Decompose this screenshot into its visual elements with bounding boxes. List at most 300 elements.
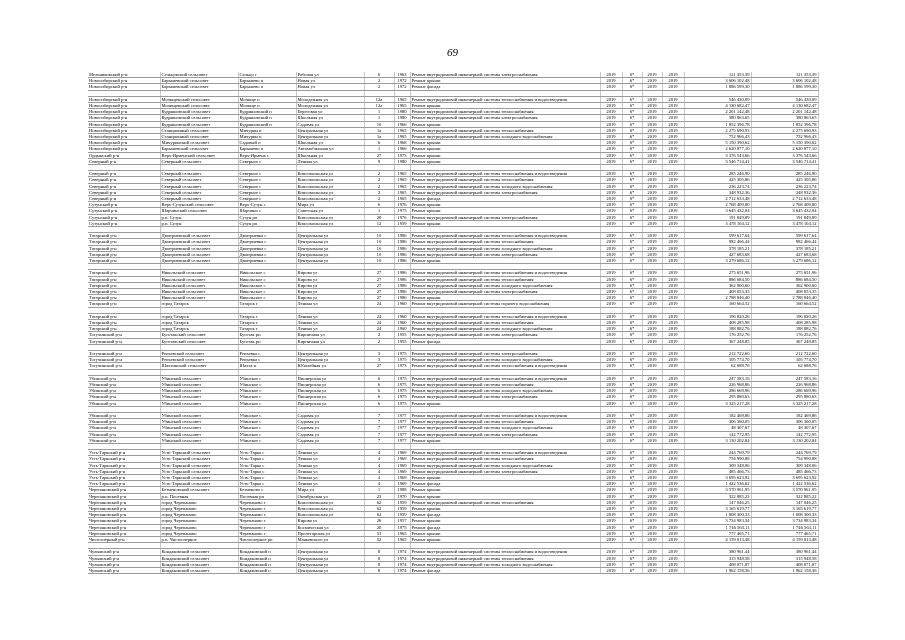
year-built-cell: 1960 <box>394 313 410 319</box>
house-cell: 8 <box>364 568 394 574</box>
year-built-cell: 1975 <box>394 388 410 394</box>
work-type-cell: Ремонт крыши <box>410 295 600 301</box>
start-year-cell: 2019 <box>642 468 662 474</box>
district-cell: Новосибирский р-н <box>88 140 160 146</box>
end-year-cell: 2019 <box>662 481 684 487</box>
street-cell: Кирпичная ул <box>296 338 364 344</box>
start-year-cell: 2019 <box>642 400 662 406</box>
total-cell: 196 820,26 <box>751 313 818 319</box>
year-built-cell: 1965 <box>394 537 410 543</box>
house-cell: 20 <box>364 214 394 220</box>
start-year-cell: 2019 <box>642 196 662 202</box>
year-built-cell: 1986 <box>394 282 410 288</box>
plan-year-cell: 2019 <box>600 72 622 78</box>
street-cell: Молодежная ул <box>296 103 364 109</box>
end-year-cell: 2019 <box>662 196 684 202</box>
district-cell: Убинский р-н <box>88 425 160 431</box>
plan-year-cell: 2019 <box>600 245 622 251</box>
total-cell: 191 849,89 <box>751 214 818 220</box>
plan-year-cell: 2019 <box>600 413 622 419</box>
locality-cell: Мичурин п <box>238 134 296 140</box>
street-cell: Садовая ул <box>296 419 364 425</box>
total-cell: 362 900,60 <box>751 282 818 288</box>
plan-year-cell: 2019 <box>600 208 622 214</box>
year-built-cell: 1959 <box>394 499 410 505</box>
end-year-cell: 2019 <box>662 78 684 84</box>
house-cell: 4 <box>364 450 394 456</box>
start-year-cell: 2019 <box>642 481 662 487</box>
source-cell: 6* <box>622 177 642 183</box>
end-year-cell: 2019 <box>662 301 684 307</box>
house-cell: 24 <box>364 326 394 332</box>
year-built-cell: 1955 <box>394 332 410 338</box>
total-cell: 160 664,52 <box>751 301 818 307</box>
end-year-cell: 2019 <box>662 524 684 530</box>
house-cell: 6 <box>364 375 394 381</box>
year-built-cell: 1980 <box>394 109 410 115</box>
source-cell: 6* <box>622 245 642 251</box>
street-cell: Юбилейная ул <box>296 363 364 369</box>
source-cell: 6* <box>622 506 642 512</box>
source-cell: 6* <box>622 568 642 574</box>
year-built-cell: 1986 <box>394 270 410 276</box>
end-year-cell: 2019 <box>662 419 684 425</box>
source-cell: 6* <box>622 388 642 394</box>
cost-cell: 599 617,64 <box>684 233 751 239</box>
source-cell: 6* <box>622 115 642 121</box>
cost-cell: 306 360,05 <box>684 419 751 425</box>
district-cell: Новосибирский р-н <box>88 84 160 90</box>
start-year-cell: 2019 <box>642 121 662 127</box>
cost-cell: 2 788 846,40 <box>684 295 751 301</box>
work-type-cell: Ремонт крыши <box>410 208 600 214</box>
street-cell: Комсомольская ул <box>296 214 364 220</box>
plan-year-cell: 2019 <box>600 301 622 307</box>
source-cell: 6* <box>622 326 642 332</box>
total-cell: 2 275 690,93 <box>751 127 818 133</box>
table-row <box>88 568 818 574</box>
end-year-cell: 2019 <box>662 530 684 536</box>
plan-year-cell: 2019 <box>600 555 622 561</box>
street-cell: Садовая ул <box>296 413 364 419</box>
source-cell: 6* <box>622 382 642 388</box>
cost-cell: 1 008 300,33 <box>684 512 751 518</box>
end-year-cell: 2019 <box>662 506 684 512</box>
street-cell: Советская ул <box>296 208 364 214</box>
cost-cell: 752 966,43 <box>684 134 751 140</box>
total-cell: 121 353,39 <box>751 72 818 78</box>
cost-cell: 1 886 599,30 <box>684 84 751 90</box>
house-cell: 24 <box>364 313 394 319</box>
locality-cell: Северное с <box>238 196 296 202</box>
cost-cell: 275 651,96 <box>684 270 751 276</box>
year-built-cell: 1974 <box>394 549 410 555</box>
locality-cell: Верх-Сузун с <box>238 202 296 208</box>
cost-cell: 62 688,76 <box>684 363 751 369</box>
source-cell: 6* <box>622 183 642 189</box>
district-cell: Северный р-н <box>88 196 160 202</box>
source-cell: 6* <box>622 524 642 530</box>
year-built-cell: 1974 <box>394 555 410 561</box>
source-cell: 6* <box>622 450 642 456</box>
house-cell: 2 <box>364 338 394 344</box>
street-cell: Автомобильная ул <box>296 146 364 152</box>
settlement-cell: Кондаковский сельсовет <box>160 568 238 574</box>
cost-cell: 322 885,22 <box>684 493 751 499</box>
locality-cell: Кудряшовский п <box>238 109 296 115</box>
street-cell: Центральная ул <box>296 568 364 574</box>
house-cell: 4 <box>364 468 394 474</box>
locality-cell: Шахта п <box>238 363 296 369</box>
street-cell: Ленина ул <box>296 468 364 474</box>
source-cell: 6* <box>622 462 642 468</box>
end-year-cell: 2019 <box>662 555 684 561</box>
cost-cell: 3 279 686,12 <box>684 258 751 264</box>
source-cell: 6* <box>622 549 642 555</box>
settlement-cell: Барышевский сельсовет <box>160 78 238 84</box>
settlement-cell: Усть-Таркский сельсовет <box>160 481 238 487</box>
plan-year-cell: 2019 <box>600 338 622 344</box>
source-cell: 6* <box>622 72 642 78</box>
district-cell: Черепановский р-н <box>88 487 160 493</box>
cost-cell: 3 570 961,95 <box>684 487 751 493</box>
district-cell: Сузунский р-н <box>88 202 160 208</box>
house-cell: 6 <box>364 382 394 388</box>
total-cell: 2 788 846,40 <box>751 295 818 301</box>
source-cell: 6* <box>622 134 642 140</box>
start-year-cell: 2019 <box>642 388 662 394</box>
start-year-cell: 2019 <box>642 375 662 381</box>
cost-cell: 226 968,86 <box>684 382 751 388</box>
total-cell: 3 695 623,92 <box>751 475 818 481</box>
total-cell: 182 469,86 <box>751 413 818 419</box>
start-year-cell: 2019 <box>642 78 662 84</box>
house-cell: 6 <box>364 394 394 400</box>
end-year-cell: 2019 <box>662 338 684 344</box>
source-cell: 6* <box>622 171 642 177</box>
settlement-cell: Мочищенский сельсовет <box>160 96 238 102</box>
year-built-cell: 1980 <box>394 115 410 121</box>
street-cell: Комсомольская ул <box>296 183 364 189</box>
street-cell: Пионерская ул <box>296 400 364 406</box>
district-cell: Новосибирский р-н <box>88 121 160 127</box>
total-cell: 348 932,36 <box>751 189 818 195</box>
locality-cell: Убинское с <box>238 375 296 381</box>
settlement-cell: Никольский сельсовет <box>160 282 238 288</box>
district-cell: Убинский р-н <box>88 431 160 437</box>
settlement-cell: Убинский сельсовет <box>160 425 238 431</box>
source-cell: 6* <box>622 295 642 301</box>
settlement-cell: Кудряшовский сельсовет <box>160 115 238 121</box>
locality-cell: Черепаново г <box>238 530 296 536</box>
start-year-cell: 2019 <box>642 115 662 121</box>
source-cell: 6* <box>622 332 642 338</box>
start-year-cell: 2019 <box>642 239 662 245</box>
settlement-cell: Северный сельсовет <box>160 177 238 183</box>
work-type-cell: Ремонт крыши <box>410 158 600 164</box>
year-built-cell: 1977 <box>394 437 410 443</box>
end-year-cell: 2019 <box>662 425 684 431</box>
plan-year-cell: 2019 <box>600 394 622 400</box>
plan-year-cell: 2019 <box>600 462 622 468</box>
locality-cell: Дмитриевка с <box>238 251 296 257</box>
year-built-cell: 1977 <box>394 431 410 437</box>
house-cell: 1б <box>364 239 394 245</box>
cost-cell: 160 664,52 <box>684 301 751 307</box>
settlement-cell: город Черепаново <box>160 530 238 536</box>
work-type-cell: Ремонт внутридомовой инженерной системы теплоснабжения <box>410 499 600 505</box>
street-cell: Кирова ул <box>296 276 364 282</box>
year-built-cell: 1970 <box>394 493 410 499</box>
settlement-cell: Кондаковский сельсовет <box>160 561 238 567</box>
district-cell: Новосибирский р-н <box>88 103 160 109</box>
year-built-cell: 1977 <box>394 419 410 425</box>
district-cell: Татарский р-н <box>88 326 160 332</box>
end-year-cell: 2019 <box>662 537 684 543</box>
year-built-cell: 1957 <box>394 518 410 524</box>
total-cell: 285 246,90 <box>751 171 818 177</box>
year-built-cell: 1969 <box>394 450 410 456</box>
work-type-cell: Ремонт внутридомовой инженерной системы теплоснабжения и водоотведения <box>410 270 600 276</box>
plan-year-cell: 2019 <box>600 357 622 363</box>
street-cell: Пионерская ул <box>296 382 364 388</box>
locality-cell: Северное с <box>238 177 296 183</box>
district-cell: Тогучинский р-н <box>88 351 160 357</box>
year-built-cell: 1959 <box>394 506 410 512</box>
locality-cell: Черепаново г <box>238 524 296 530</box>
locality-cell: Никольское с <box>238 295 296 301</box>
street-cell: Кирова ул <box>296 270 364 276</box>
total-cell: 286 669,96 <box>751 388 818 394</box>
year-built-cell: 1975 <box>394 375 410 381</box>
start-year-cell: 2019 <box>642 96 662 102</box>
plan-year-cell: 2019 <box>600 196 622 202</box>
locality-cell: Усть-Тарка с <box>238 475 296 481</box>
end-year-cell: 2019 <box>662 320 684 326</box>
plan-year-cell: 2019 <box>600 189 622 195</box>
cost-cell: 3 695 623,92 <box>684 475 751 481</box>
cost-cell: 2 201 142,48 <box>684 109 751 115</box>
start-year-cell: 2019 <box>642 351 662 357</box>
house-cell: 20 <box>364 524 394 530</box>
district-cell: Сузунский р-н <box>88 220 160 226</box>
total-cell: 4 159 013,48 <box>751 537 818 543</box>
settlement-cell: Кондаковский сельсовет <box>160 555 238 561</box>
cost-cell: 427 683,68 <box>684 251 751 257</box>
house-cell: 27 <box>364 276 394 282</box>
cost-cell: 3 165 619,77 <box>684 506 751 512</box>
source-cell: 6* <box>622 140 642 146</box>
work-type-cell: Ремонт внутридомовой инженерной системы холодного водоснабжения <box>410 357 600 363</box>
source-cell: 6* <box>622 109 642 115</box>
locality-cell: Никольское с <box>238 270 296 276</box>
work-type-cell: Ремонт внутридомовой инженерной системы холодного водоснабжения <box>410 134 600 140</box>
work-type-cell: Ремонт крыши <box>410 487 600 493</box>
start-year-cell: 2019 <box>642 295 662 301</box>
house-cell: 1б <box>364 258 394 264</box>
settlement-cell: Убинский сельсовет <box>160 375 238 381</box>
cost-cell: 295 880,63 <box>684 394 751 400</box>
district-cell: Чулымский р-н <box>88 555 160 561</box>
total-cell: 408 053,35 <box>751 289 818 295</box>
total-cell: 3 546 714,41 <box>751 158 818 164</box>
work-type-cell: Ремонт внутридомовой инженерной системы теплоснабжения <box>410 276 600 282</box>
source-cell: 6* <box>622 276 642 282</box>
source-cell: 6* <box>622 375 642 381</box>
source-cell: 6* <box>622 239 642 245</box>
work-type-cell: Ремонт фасада <box>410 524 600 530</box>
house-cell: 6 <box>364 388 394 394</box>
locality-cell: Убинское с <box>238 394 296 400</box>
settlement-cell: Шарчинский сельсовет <box>160 208 238 214</box>
end-year-cell: 2019 <box>662 134 684 140</box>
start-year-cell: 2019 <box>642 518 662 524</box>
cost-cell: 2 712 633,48 <box>684 196 751 202</box>
year-built-cell: 1986 <box>394 233 410 239</box>
settlement-cell: Убинский сельсовет <box>160 437 238 443</box>
total-cell: 427 683,68 <box>751 251 818 257</box>
plan-year-cell: 2019 <box>600 239 622 245</box>
cost-cell: 754 990,88 <box>684 456 751 462</box>
locality-cell: Убинское с <box>238 437 296 443</box>
locality-cell: Шарчино с <box>238 208 296 214</box>
plan-year-cell: 2019 <box>600 214 622 220</box>
start-year-cell: 2019 <box>642 419 662 425</box>
house-cell: 1а <box>364 134 394 140</box>
source-cell: 6* <box>622 487 642 493</box>
work-type-cell: Ремонт внутридомовой инженерной системы теплоснабжения <box>410 127 600 133</box>
source-cell: 6* <box>622 146 642 152</box>
end-year-cell: 2019 <box>662 313 684 319</box>
locality-cell: Садовый п <box>238 140 296 146</box>
district-cell: Черепановский р-н <box>88 506 160 512</box>
cost-cell: 315 948,58 <box>684 555 751 561</box>
district-cell: Тогучинский р-н <box>88 332 160 338</box>
house-cell: 1а <box>364 127 394 133</box>
end-year-cell: 2019 <box>662 251 684 257</box>
settlement-cell: Кудряшовский сельсовет <box>160 121 238 127</box>
start-year-cell: 2019 <box>642 413 662 419</box>
start-year-cell: 2019 <box>642 431 662 437</box>
start-year-cell: 2019 <box>642 233 662 239</box>
year-built-cell: 1959 <box>394 512 410 518</box>
work-type-cell: Ремонт внутридомовой инженерной системы электроснабжения <box>410 214 600 220</box>
district-cell: Чистоозерный р-н <box>88 537 160 543</box>
year-built-cell: 1965 <box>394 127 410 133</box>
street-cell: Комсомольская ул <box>296 499 364 505</box>
house-cell: 27 <box>364 363 394 369</box>
work-type-cell: Ремонт крыши <box>410 537 600 543</box>
locality-cell: Буготак рп <box>238 332 296 338</box>
settlement-cell: Никольский сельсовет <box>160 270 238 276</box>
source-cell: 6* <box>622 437 642 443</box>
street-cell: Ленина ул <box>296 456 364 462</box>
source-cell: 6* <box>622 419 642 425</box>
year-built-cell: 1986 <box>394 295 410 301</box>
district-cell: Татарский р-н <box>88 276 160 282</box>
plan-year-cell: 2019 <box>600 258 622 264</box>
year-built-cell: 1960 <box>394 326 410 332</box>
settlement-cell: город Черепаново <box>160 506 238 512</box>
plan-year-cell: 2019 <box>600 388 622 394</box>
source-cell: 6* <box>622 208 642 214</box>
street-cell: Центральная ул <box>296 258 364 264</box>
source-cell: 6* <box>622 493 642 499</box>
locality-cell: Дмитриевка с <box>238 239 296 245</box>
street-cell: Школьная ул <box>296 140 364 146</box>
house-cell: 1 <box>364 208 394 214</box>
plan-year-cell: 2019 <box>600 537 622 543</box>
year-built-cell: 1975 <box>394 400 410 406</box>
district-cell: Тогучинский р-н <box>88 363 160 369</box>
locality-cell: Черепаново г <box>238 499 296 505</box>
start-year-cell: 2019 <box>642 487 662 493</box>
start-year-cell: 2019 <box>642 208 662 214</box>
year-built-cell: 1965 <box>394 171 410 177</box>
settlement-cell: Барышевский сельсовет <box>160 84 238 90</box>
district-cell: Ордынский р-н <box>88 152 160 158</box>
total-cell: 367 248,85 <box>751 338 818 344</box>
work-type-cell: Ремонт внутридомовой инженерной системы холодного водоснабжения <box>410 462 600 468</box>
house-cell: 2 <box>364 171 394 177</box>
locality-cell: Усть-Тарка с <box>238 462 296 468</box>
total-cell: 3 645 432,04 <box>751 208 818 214</box>
settlement-cell: Сельцовский сельсовет <box>160 72 238 78</box>
source-cell: 6* <box>622 425 642 431</box>
locality-cell: Черепаново г <box>238 506 296 512</box>
year-built-cell: 1965 <box>394 189 410 195</box>
locality-cell: Северное с <box>238 171 296 177</box>
total-cell: 247 583,16 <box>751 375 818 381</box>
end-year-cell: 2019 <box>662 382 684 388</box>
street-cell: Центральная ул <box>296 561 364 567</box>
cost-cell: 408 053,35 <box>684 289 751 295</box>
work-type-cell: Ремонт внутридомовой инженерной системы электроснабжения <box>410 115 600 121</box>
source-cell: 6* <box>622 555 642 561</box>
cost-cell: 121 353,39 <box>684 72 751 78</box>
end-year-cell: 2019 <box>662 220 684 226</box>
year-built-cell: 1975 <box>394 524 410 530</box>
start-year-cell: 2019 <box>642 109 662 115</box>
start-year-cell: 2019 <box>642 189 662 195</box>
start-year-cell: 2019 <box>642 84 662 90</box>
end-year-cell: 2019 <box>662 214 684 220</box>
year-built-cell: 1965 <box>394 103 410 109</box>
year-built-cell: 1955 <box>394 338 410 344</box>
house-cell: 62 <box>364 512 394 518</box>
house-cell: 2 <box>364 177 394 183</box>
year-built-cell: 1977 <box>394 425 410 431</box>
locality-cell: Кондаковский п <box>238 568 296 574</box>
street-cell: Кирова ул <box>296 289 364 295</box>
house-cell: 9 <box>364 158 394 164</box>
start-year-cell: 2019 <box>642 568 662 574</box>
house-cell: 24 <box>364 301 394 307</box>
work-type-cell: Ремонт внутридомовой инженерной системы теплоснабжения и водоотведения <box>410 363 600 369</box>
district-cell: Татарский р-н <box>88 282 160 288</box>
cost-cell: 3 376 543,66 <box>684 152 751 158</box>
plan-year-cell: 2019 <box>600 84 622 90</box>
end-year-cell: 2019 <box>662 146 684 152</box>
district-cell: Убинский р-н <box>88 413 160 419</box>
locality-cell: Усть-Тарка с <box>238 450 296 456</box>
settlement-cell: Дмитриевский сельсовет <box>160 245 238 251</box>
locality-cell: Убинское с <box>238 431 296 437</box>
total-cell: 226 968,86 <box>751 382 818 388</box>
end-year-cell: 2019 <box>662 245 684 251</box>
year-built-cell: 1959 <box>394 220 410 226</box>
settlement-cell: Мичуринский сельсовет <box>160 140 238 146</box>
